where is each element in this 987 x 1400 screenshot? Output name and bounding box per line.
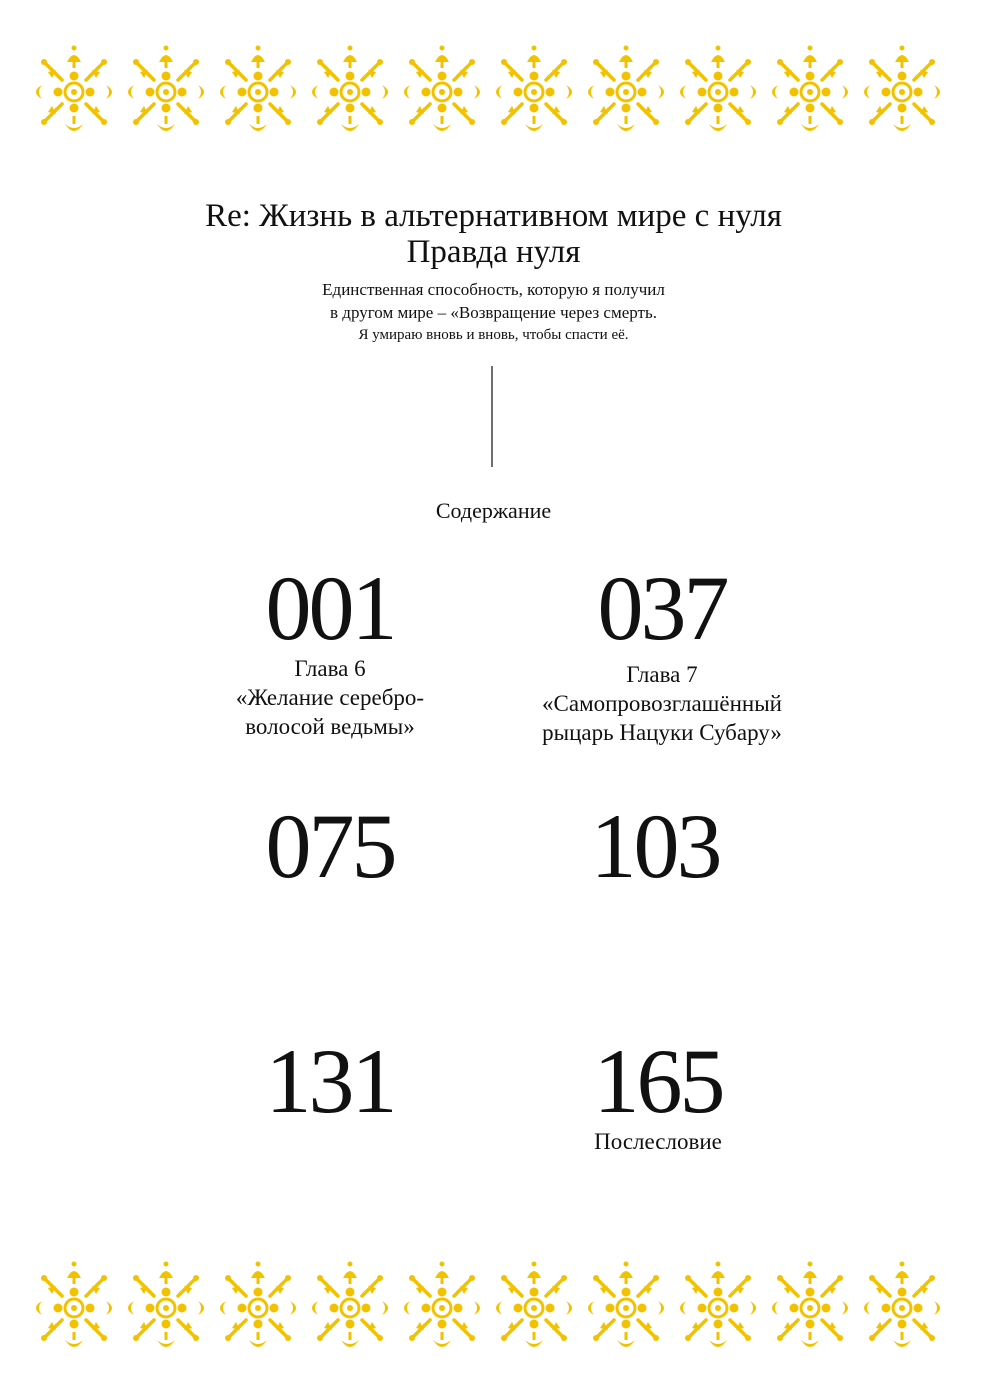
tagline-line: Единственная способность, которую я получил	[322, 280, 665, 299]
book-title: Re: Жизнь в альтернативном мире с нуля	[205, 198, 782, 234]
tagline-line: Я умираю вновь и вновь, чтобы спасти её.	[358, 327, 629, 343]
snowflake-motif-icon	[680, 1262, 756, 1348]
toc-entry[interactable]	[180, 795, 480, 897]
snowflake-motif-icon	[772, 1262, 848, 1348]
snowflake-motif-icon	[220, 1262, 296, 1348]
toc-entry[interactable]	[180, 1030, 480, 1132]
snowflake-motif-icon	[864, 1262, 940, 1348]
page-number: 131	[265, 1030, 395, 1132]
snowflake-motif-icon	[220, 46, 296, 132]
chapter-label	[180, 654, 480, 741]
chapter-label-line: рыцарь Нацуки Субару»	[542, 720, 782, 745]
chapter-label-line: Глава 6	[294, 656, 366, 681]
ornament-pattern-icon	[28, 1258, 958, 1358]
snowflake-motif-icon	[128, 1262, 204, 1348]
snowflake-motif-icon	[312, 1262, 388, 1348]
top-ornament-border	[28, 42, 958, 142]
ornament-pattern-icon	[28, 42, 958, 142]
toc-entry[interactable]	[508, 1030, 808, 1156]
toc-entry[interactable]	[505, 795, 805, 897]
book-subtitle: Правда нуля	[406, 234, 581, 270]
page-number: 075	[265, 795, 395, 897]
bottom-ornament-border	[28, 1258, 958, 1358]
snowflake-motif-icon	[36, 46, 112, 132]
chapter-label-line: «Самопровозглашённый	[542, 691, 782, 716]
chapter-label	[508, 1127, 808, 1156]
page-number: 103	[590, 795, 720, 897]
snowflake-motif-icon	[680, 46, 756, 132]
chapter-label-line: «Желание серебро-	[235, 685, 425, 710]
snowflake-motif-icon	[864, 46, 940, 132]
vertical-divider	[491, 366, 493, 467]
tagline	[0, 278, 987, 347]
snowflake-motif-icon	[36, 1262, 112, 1348]
page-number: 001	[265, 557, 395, 659]
title-block	[0, 198, 987, 347]
page-number: 037	[597, 557, 727, 659]
snowflake-motif-icon	[312, 46, 388, 132]
snowflake-motif-icon	[404, 46, 480, 132]
chapter-label-line: Послесловие	[594, 1129, 722, 1154]
chapter-label	[512, 660, 812, 747]
snowflake-motif-icon	[588, 1262, 664, 1348]
snowflake-motif-icon	[496, 1262, 572, 1348]
chapter-label-line: Глава 7	[626, 662, 698, 687]
toc-entry[interactable]	[512, 557, 812, 747]
chapter-label-line: волосой ведьмы»	[245, 714, 415, 739]
snowflake-motif-icon	[404, 1262, 480, 1348]
contents-heading: Содержание	[435, 498, 552, 523]
tagline-line: в другом мире – «Возвращение через смерть.	[330, 303, 657, 322]
snowflake-motif-icon	[772, 46, 848, 132]
toc-entry[interactable]	[180, 557, 480, 741]
page-number: 165	[593, 1030, 723, 1132]
snowflake-motif-icon	[588, 46, 664, 132]
snowflake-motif-icon	[128, 46, 204, 132]
snowflake-motif-icon	[496, 46, 572, 132]
